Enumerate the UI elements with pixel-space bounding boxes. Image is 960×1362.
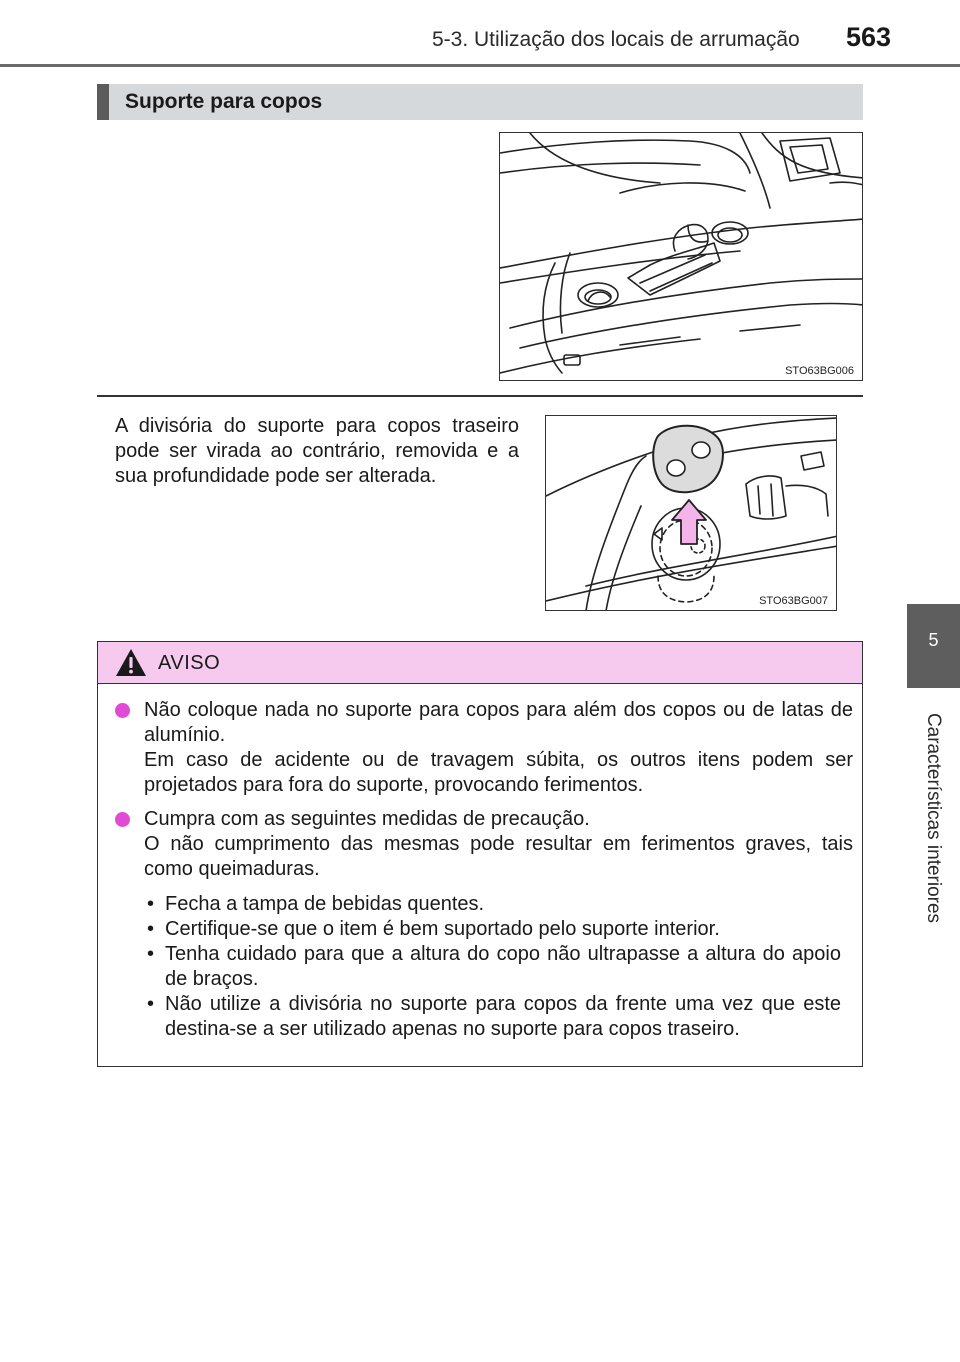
list-item: • Não utilize a divisória no suporte para copos da frente uma vez que este destina-se a ser utilizado apenas no suporte para copos traseiro. <box>147 993 841 1040</box>
figure-code: STO63BG007 <box>759 595 828 607</box>
section-title-bar <box>97 84 863 120</box>
list-bullet: • <box>147 918 155 940</box>
section-title: Suporte para copos <box>125 90 323 113</box>
circle-bullet-icon <box>115 812 130 827</box>
figure-code: STO63BG006 <box>785 365 854 377</box>
warning-text: Não coloque nada no suporte para copos para além dos copos ou de latas de alumínio. <box>144 699 853 746</box>
list-bullet: • <box>147 893 155 915</box>
warning-triangle-icon <box>115 648 147 677</box>
list-item: • Certifique-se que o item é bem suportado pelo suporte interior. <box>147 918 720 940</box>
running-header-title: 5-3. Utilização dos locais de arrumação <box>432 28 800 51</box>
warning-text: Cumpra com as seguintes medidas de precaução. <box>144 808 590 830</box>
figure-cup-holder-divider <box>545 415 837 611</box>
warning-box <box>97 641 863 1067</box>
intro-paragraph: A divisória do suporte para copos traseiro pode ser virada ao contrário, removida e a sua profundidade pode ser alterada. <box>115 415 519 487</box>
warning-item <box>114 698 853 798</box>
cup-holder-divider-illustration <box>546 416 837 611</box>
figure-center-console <box>499 132 863 381</box>
page-number: 563 <box>846 22 892 52</box>
chapter-tab <box>907 604 960 688</box>
list-item: • Fecha a tampa de bebidas quentes. <box>147 893 485 915</box>
header-rule <box>0 64 960 67</box>
chapter-number: 5 <box>928 630 939 650</box>
warning-body <box>98 684 862 1051</box>
warning-item <box>114 807 853 1042</box>
list-bullet: • <box>147 993 155 1015</box>
list-bullet: • <box>147 943 155 965</box>
circle-bullet-icon <box>115 703 130 718</box>
section-divider <box>97 395 863 397</box>
center-console-illustration <box>500 133 863 381</box>
warning-title: AVISO <box>158 652 221 674</box>
chapter-label: Características interiores <box>923 712 944 924</box>
list-item: • Tenha cuidado para que a altura do copo não ultrapasse a altura do apoio de braços. <box>147 943 841 990</box>
precaution-list <box>144 892 853 1042</box>
warning-text: O não cumprimento das mesmas pode resultar em ferimentos graves, tais como queimaduras. <box>144 833 853 880</box>
warning-text: Em caso de acidente ou de travagem súbita, os outros itens podem ser projetados para fora do suporte, provocando ferimentos. <box>144 749 853 796</box>
warning-header <box>98 642 862 684</box>
